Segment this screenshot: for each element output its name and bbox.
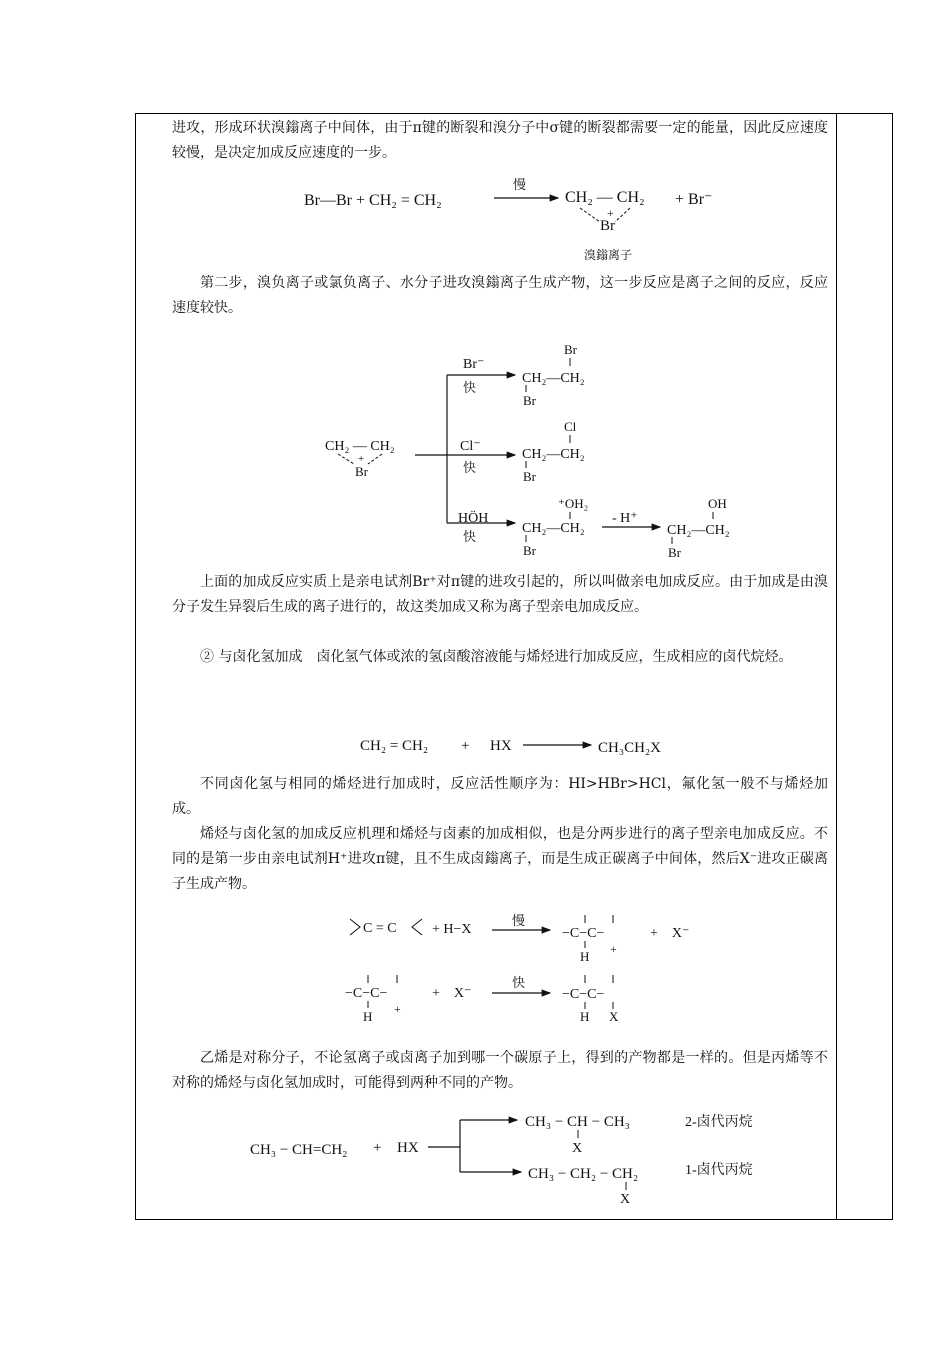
eq2-branch2-cond: 快 bbox=[463, 461, 477, 476]
paragraph-reactivity-order: 不同卤化氢与相同的烯烃进行加成时，反应活性顺序为：HI>HBr>HCl，氟化氢一般不与烯烃加成。 bbox=[172, 776, 828, 817]
eq4-r2-product: −C−C− bbox=[562, 987, 605, 1002]
eq2-branch2-bot: Br bbox=[523, 469, 536, 484]
eq4-r1-ion: + X⁻ bbox=[650, 926, 690, 941]
eq2-branch3-bot: Br bbox=[523, 543, 536, 558]
eq5-reactant: CH₃ − CH=CH₂ bbox=[250, 1142, 348, 1158]
eq1-product-br: Br bbox=[600, 218, 615, 234]
eq5-reagent: HX bbox=[397, 1140, 419, 1156]
eq3-reagent: HX bbox=[490, 738, 512, 754]
eq2-branch2-top: Cl bbox=[564, 419, 577, 434]
eq1-caption: 溴鎓离子 bbox=[584, 248, 633, 262]
eq2-branch2-reagent: Cl⁻ bbox=[460, 439, 481, 454]
eq4-r2-x: X bbox=[609, 1009, 619, 1024]
paragraph-bromonium-intro: 进攻，形成环状溴鎓离子中间体，由于π键的断裂和溴分子中σ键的断裂都需要一定的能量，因此反应速度较慢，是决定加成反应速度的一步。 bbox=[172, 120, 828, 161]
equation-ethylene-hx bbox=[355, 728, 695, 763]
paragraph-electrophilic-addition: 上面的加成反应实质上是亲电试剂Br⁺对π键的进攻引起的，所以叫做亲电加成反应。由于加成是由溴分子发生异裂后生成的离子进行的，故这类加成又称为离子型亲电加成反应。 bbox=[172, 574, 828, 615]
eq2-branch1-top: Br bbox=[564, 342, 577, 357]
eq5-prod1-name: 2-卤代丙烷 bbox=[685, 1115, 753, 1130]
eq2-start-dash-left bbox=[338, 454, 354, 464]
eq4-r2-h2: H bbox=[580, 1009, 590, 1024]
paragraph-asymmetric-alkene: 乙烯是对称分子，不论氢离子或卤离子加到哪一个碳原子上，得到的产物都是一样的。但是丙烯等不对称的烯烃与卤化氢加成时，可能得到两种不同的产物。 bbox=[172, 1050, 828, 1091]
eq3-plus: + bbox=[461, 738, 470, 754]
eq2-start-plus: + bbox=[358, 453, 365, 465]
eq2-final-mid: CH₂—CH₂ bbox=[667, 523, 730, 538]
eq2-final-top: OH bbox=[708, 496, 727, 511]
eq2-branch3-mid: CH₂—CH₂ bbox=[522, 521, 585, 536]
equation-bromonium-formation bbox=[290, 172, 760, 267]
eq3-product: CH₃CH₂X bbox=[598, 740, 661, 756]
eq2-final-bot: Br bbox=[668, 545, 681, 560]
eq2-start-top: CH₂ — CH₂ bbox=[325, 439, 395, 454]
eq4-r2-left: −C−C− bbox=[345, 986, 388, 1001]
eq2-branch3-reagent: HÖH bbox=[458, 511, 489, 526]
eq4-r2-cond: 快 bbox=[512, 976, 526, 991]
eq2-start-br: Br bbox=[355, 464, 368, 479]
paragraph-hydrogen-halide: ② 与卤化氢加成 卤化氢气体或浓的氢卤酸溶液能与烯烃进行加成反应，生成相应的卤代烷烃。 bbox=[200, 649, 793, 665]
eq4-r1-left: C = C bbox=[363, 921, 397, 936]
eq4-r2-plus: + bbox=[394, 1002, 401, 1016]
eq2-branch1-mid: CH₂—CH₂ bbox=[522, 371, 585, 386]
equation-propene-hx bbox=[245, 1100, 805, 1210]
eq1-product-top: CH₂ — CH₂ bbox=[565, 189, 645, 206]
equation-nucleophile-attack bbox=[320, 340, 760, 565]
eq4-r1-reagent: + H−X bbox=[432, 922, 472, 937]
table-column-divider bbox=[836, 113, 837, 1220]
eq2-start-dash-right bbox=[368, 454, 382, 464]
eq5-plus: + bbox=[373, 1140, 382, 1156]
paragraph-mechanism: 烯烃与卤化氢的加成反应机理和烯烃与卤素的加成相似，也是分两步进行的离子型亲电加成反应。不同的是第一步由亲电试剂H⁺进攻π键，且不生成卤鎓离子，而是生成正碳离子中间体，然后X⁻进攻正碳离子生成产物。 bbox=[172, 826, 828, 892]
eq4-r2-ion: + X⁻ bbox=[432, 986, 472, 1001]
eq2-branch1-reagent: Br⁻ bbox=[463, 357, 485, 372]
eq2-branch3-top: ⁺OH₂ bbox=[558, 496, 589, 511]
eq2-branch1-bot: Br bbox=[523, 393, 536, 408]
eq4-r1-plus: + bbox=[610, 942, 617, 956]
eq2-branch1-cond: 快 bbox=[463, 381, 477, 396]
eq5-prod1: CH₃ − CH − CH₃ bbox=[525, 1114, 630, 1130]
eq1-dash-right bbox=[615, 208, 630, 222]
equation-hx-mechanism bbox=[340, 905, 720, 1030]
paragraph-second-step: 第二步，溴负离子或氯负离子、水分子进攻溴鎓离子生成产物，这一步反应是离子之间的反应，反应速度较快。 bbox=[172, 275, 828, 316]
eq3-left: CH₂ = CH₂ bbox=[360, 738, 429, 754]
eq2-step-cond: - H⁺ bbox=[612, 511, 638, 526]
eq4-r2-h: H bbox=[363, 1009, 373, 1024]
eq1-plus-charge: + bbox=[607, 206, 614, 220]
eq4-r1-h: H bbox=[580, 949, 590, 964]
eq4-r1-product: −C−C− bbox=[562, 926, 605, 941]
eq5-prod2-x: X bbox=[620, 1192, 631, 1207]
eq5-prod1-x: X bbox=[572, 1141, 583, 1156]
eq1-byproduct: + Br⁻ bbox=[675, 191, 713, 208]
eq2-branch3-cond: 快 bbox=[463, 530, 477, 545]
eq5-prod2: CH₃ − CH₂ − CH₂ bbox=[528, 1166, 639, 1182]
eq1-dash-left bbox=[580, 208, 600, 222]
eq5-prod2-name: 1-卤代丙烷 bbox=[685, 1163, 753, 1178]
eq2-branch2-mid: CH₂—CH₂ bbox=[522, 447, 585, 462]
eq1-reactants: Br—Br + CH₂ = CH₂ bbox=[304, 192, 442, 209]
eq4-r1-cond: 慢 bbox=[512, 914, 526, 929]
eq1-condition: 慢 bbox=[513, 178, 527, 193]
